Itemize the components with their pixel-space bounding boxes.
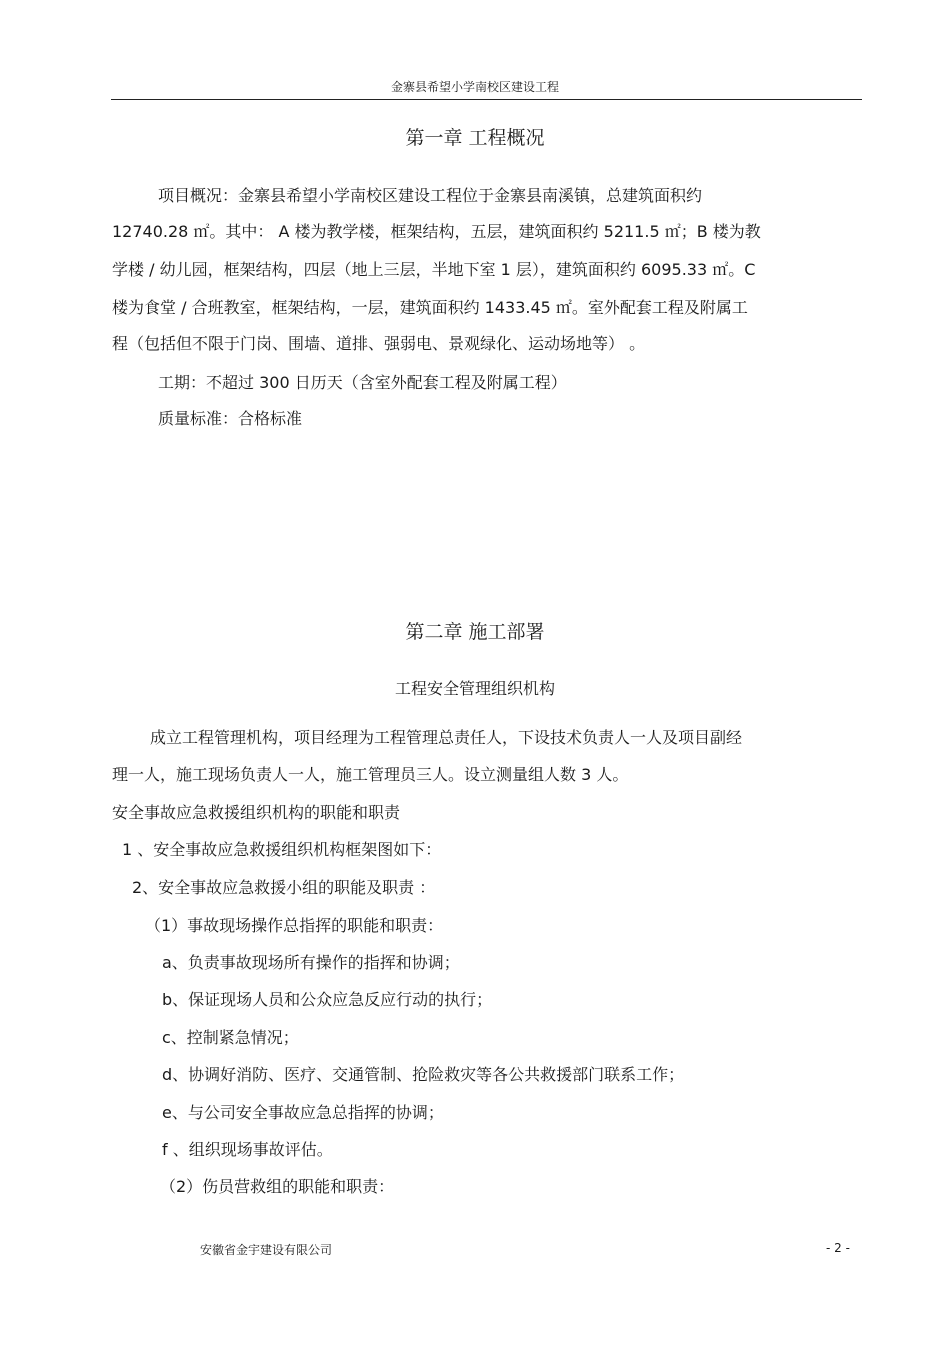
chapter1-line-1: 12740.28 ㎡。其中： A 楼为教学楼，框架结构，五层，建筑面积约 5211.5 ㎡；B 楼为教 (112, 222, 761, 241)
chapter2-line-1: 理一人，施工现场负责人一人，施工管理员三人。设立测量组人数 3 人。 (112, 765, 629, 784)
chapter2-line-11: f 、组织现场事故评估。 (162, 1140, 333, 1159)
chapter1-line-6: 质量标准：合格标准 (158, 409, 303, 428)
chapter2-line-10: e、与公司安全事故应急总指挥的协调； (162, 1103, 444, 1122)
chapter1-line-3: 楼为食堂 / 合班教室，框架结构，一层，建筑面积约 1433.45 ㎡。室外配套工程及附属工 (112, 298, 748, 317)
chapter2-line-3: 1 、安全事故应急救援组织机构框架图如下： (122, 840, 442, 859)
chapter2-line-2: 安全事故应急救援组织机构的职能和职责 (112, 803, 401, 822)
chapter2-line-6: a、负责事故现场所有操作的指挥和协调； (162, 953, 460, 972)
chapter2-line-9: d、协调好消防、医疗、交通管制、抢险救灾等各公共救援部门联系工作； (162, 1065, 685, 1084)
header-divider (111, 99, 862, 100)
chapter2-line-7: b、保证现场人员和公众应急反应行动的执行； (162, 990, 493, 1009)
chapter2-line-4: 2、安全事故应急救援小组的职能及职责 ： (132, 878, 436, 897)
chapter2-line-5: （1）事故现场操作总指挥的职能和职责： (145, 916, 444, 935)
chapter1-line-2: 学楼 / 幼儿园，框架结构，四层（地上三层，半地下室 1 层），建筑面积约 6095.33 ㎡。C (112, 260, 756, 279)
chapter1-line-4: 程（包括但不限于门岗、围墙、道排、强弱电、景观绿化、运动场地等） 。 (112, 334, 646, 353)
chapter2-title: 第二章 施工部署 (405, 621, 545, 643)
chapter2-line-8: c、控制紧急情况； (162, 1028, 299, 1047)
chapter1-line-0: 项目概况：金寨县希望小学南校区建设工程位于金寨县南溪镇，总建筑面积约 (158, 186, 703, 205)
footer-page-number: - 2 - (826, 1241, 850, 1255)
chapter2-line-0: 成立工程管理机构，项目经理为工程管理总责任人，下设技术负责人一人及项目副经 (150, 728, 743, 747)
footer-company: 安徽省金宇建设有限公司 (200, 1243, 333, 1257)
chapter1-line-5: 工期：不超过 300 日历天（含室外配套工程及附属工程） (158, 373, 567, 392)
chapter2-subtitle: 工程安全管理组织机构 (394, 679, 555, 698)
chapter2-line-12: （2）伤员营救组的职能和职责： (160, 1177, 395, 1196)
page-header-title: 金寨县希望小学南校区建设工程 (390, 80, 559, 94)
chapter1-title: 第一章 工程概况 (405, 127, 545, 149)
